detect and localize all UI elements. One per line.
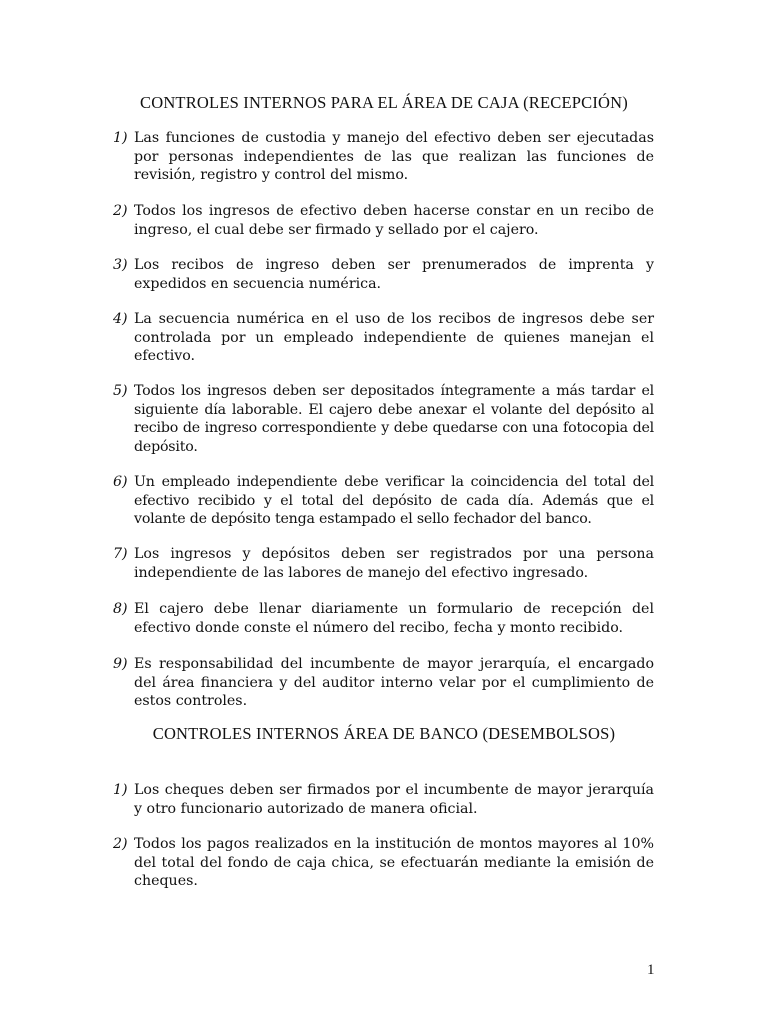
section-1-item-6 xyxy=(113,473,654,529)
section-2-item-2 xyxy=(113,835,654,891)
item-number: 8) xyxy=(113,601,128,617)
item-number: 4) xyxy=(113,311,128,327)
item-text: Todos los ingresos de efectivo deben hacerse constar en un recibo de ingreso, el cual debe ser firmado y sellado por el cajero. xyxy=(134,203,654,238)
item-number: 7) xyxy=(113,546,128,562)
item-number: 2) xyxy=(113,836,128,852)
item-number: 3) xyxy=(113,257,128,273)
section-1-item-9 xyxy=(113,655,654,711)
section-2-title: CONTROLES INTERNOS ÁREA DE BANCO (DESEMBOLSOS) xyxy=(152,724,616,743)
section-1-item-3 xyxy=(113,256,654,293)
item-text: Las funciones de custodia y manejo del efectivo deben ser ejecutadas por personas independientes de las que realizan las funciones de revisión, registro y control del mismo. xyxy=(134,130,654,183)
section-1-item-1 xyxy=(113,129,654,185)
section-1-item-4 xyxy=(113,310,654,366)
item-text: Los ingresos y depósitos deben ser registrados por una persona independiente de las labores de manejo del efectivo ingresado. xyxy=(134,546,654,581)
section-2-item-1 xyxy=(113,781,654,818)
item-text: El cajero debe llenar diariamente un formulario de recepción del efectivo donde conste el número del recibo, fecha y monto recibido. xyxy=(134,601,654,636)
item-number: 6) xyxy=(113,474,128,490)
section-1-item-7 xyxy=(113,545,654,582)
item-number: 1) xyxy=(113,782,128,798)
item-number: 9) xyxy=(113,656,128,672)
item-text: Los recibos de ingreso deben ser prenumerados de imprenta y expedidos en secuencia numérica. xyxy=(134,257,654,292)
item-number: 1) xyxy=(113,130,128,146)
item-text: Todos los ingresos deben ser depositados íntegramente a más tardar el siguiente día laborable. El cajero debe anexar el volante del depósito al recibo de ingreso correspondiente y debe quedarse con una fotocopia del depósito. xyxy=(134,383,654,455)
item-text: La secuencia numérica en el uso de los recibos de ingresos debe ser controlada por un empleado independiente de quienes manejan el efectivo. xyxy=(134,311,654,364)
item-number: 5) xyxy=(113,383,128,399)
item-text: Un empleado independiente debe verificar la coincidencia del total del efectivo recibido y el total del depósito de cada día. Además que el volante de depósito tenga estampado el sello fechador del banco. xyxy=(134,474,654,527)
section-1-item-5 xyxy=(113,382,654,456)
section-1-item-2 xyxy=(113,202,654,239)
page-number: 1 xyxy=(647,962,655,978)
item-text: Es responsabilidad del incumbente de mayor jerarquía, el encargado del área financiera y del auditor interno velar por el cumplimiento de estos controles. xyxy=(134,656,654,709)
item-number: 2) xyxy=(113,203,128,219)
item-text: Los cheques deben ser firmados por el incumbente de mayor jerarquía y otro funcionario autorizado de manera oficial. xyxy=(134,782,654,817)
section-1-item-8 xyxy=(113,600,654,637)
item-text: Todos los pagos realizados en la institución de montos mayores al 10% del total del fondo de caja chica, se efectuarán mediante la emisión de cheques. xyxy=(134,836,654,889)
section-1-title: CONTROLES INTERNOS PARA EL ÁREA DE CAJA (RECEPCIÓN) xyxy=(140,93,628,112)
